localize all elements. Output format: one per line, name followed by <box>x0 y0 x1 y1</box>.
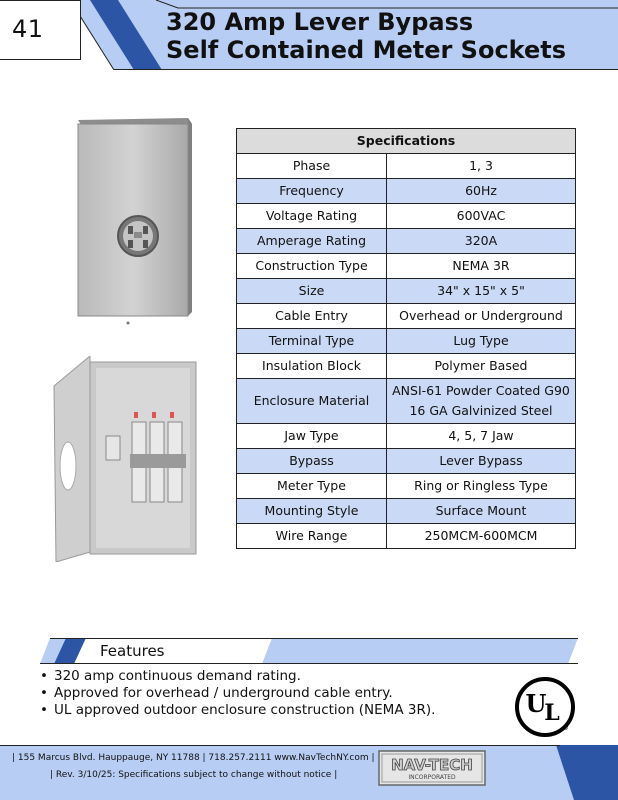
spec-row-amperage-rating <box>237 229 576 254</box>
specifications-title: Specifications <box>237 129 576 154</box>
registered-mark: ® <box>562 724 569 732</box>
ul-letter-u: U <box>525 689 547 718</box>
meter-socket-closed-photo <box>74 116 194 328</box>
spec-label: Frequency <box>237 179 387 204</box>
spec-value: Lever Bypass <box>387 449 576 474</box>
spec-row-bypass <box>237 449 576 474</box>
page-header <box>0 0 618 72</box>
spec-value: 320A <box>387 229 576 254</box>
feature-item: • UL approved outdoor enclosure construction (NEMA 3R). <box>40 702 435 719</box>
features-title: Features <box>100 642 165 660</box>
spec-label: Meter Type <box>237 474 387 499</box>
spec-row-phase <box>237 154 576 179</box>
navtech-logo <box>378 750 486 786</box>
spec-label: Size <box>237 279 387 304</box>
spec-row-construction-type <box>237 254 576 279</box>
feature-item: • Approved for overhead / underground cable entry. <box>40 685 435 702</box>
spec-value: 600VAC <box>387 204 576 229</box>
spec-value: Ring or Ringless Type <box>387 474 576 499</box>
spec-label: Insulation Block <box>237 354 387 379</box>
spec-label: Amperage Rating <box>237 229 387 254</box>
footer-revision: | Rev. 3/10/25: Specifications subject to change without notice | <box>50 770 338 780</box>
spec-value: 4, 5, 7 Jaw <box>387 424 576 449</box>
spec-row-frequency <box>237 179 576 204</box>
spec-label: Terminal Type <box>237 329 387 354</box>
spec-row-enclosure-material <box>237 379 576 424</box>
spec-row-voltage-rating <box>237 204 576 229</box>
page-number: 41 <box>12 15 44 43</box>
spec-value: Surface Mount <box>387 499 576 524</box>
ul-certification-logo <box>514 676 576 738</box>
spec-label: Wire Range <box>237 524 387 549</box>
spec-row-terminal-type <box>237 329 576 354</box>
feature-item: • 320 amp continuous demand rating. <box>40 668 435 685</box>
spec-label: Mounting Style <box>237 499 387 524</box>
spec-value: NEMA 3R <box>387 254 576 279</box>
spec-value: 60Hz <box>387 179 576 204</box>
spec-row-cable-entry <box>237 304 576 329</box>
spec-label: Cable Entry <box>237 304 387 329</box>
spec-value: 250MCM-600MCM <box>387 524 576 549</box>
spec-label: Construction Type <box>237 254 387 279</box>
spec-row-mounting-style <box>237 499 576 524</box>
spec-value: 34" x 15" x 5" <box>387 279 576 304</box>
footer-address: | 155 Marcus Blvd. Hauppauge, NY 11788 | 718.257.2111 www.NavTechNY.com | <box>12 753 375 763</box>
spec-label: Phase <box>237 154 387 179</box>
navtech-logo-text: NAV-TECH <box>391 756 473 774</box>
spec-label: Voltage Rating <box>237 204 387 229</box>
specifications-table <box>236 128 576 549</box>
spec-value: Overhead or Underground <box>387 304 576 329</box>
ul-letter-l: L <box>544 700 560 726</box>
specifications-header-row <box>237 129 576 154</box>
spec-label: Bypass <box>237 449 387 474</box>
spec-value: 1, 3 <box>387 154 576 179</box>
title-line-2: Self Contained Meter Sockets <box>166 36 567 64</box>
title-line-1: 320 Amp Lever Bypass <box>166 8 474 36</box>
spec-value: Polymer Based <box>387 354 576 379</box>
meter-socket-open-photo <box>50 356 200 562</box>
spec-label: Enclosure Material <box>237 379 387 424</box>
features-list <box>40 668 435 719</box>
spec-value-line-2: 16 GA Galvinized Steel <box>409 403 553 418</box>
spec-row-meter-type <box>237 474 576 499</box>
spec-value <box>387 379 576 424</box>
spec-row-wire-range <box>237 524 576 549</box>
spec-row-jaw-type <box>237 424 576 449</box>
page-title <box>166 8 606 64</box>
spec-label: Jaw Type <box>237 424 387 449</box>
spec-value-line-1: ANSI-61 Powder Coated G90 <box>392 383 570 398</box>
spec-value: Lug Type <box>387 329 576 354</box>
spec-row-insulation-block <box>237 354 576 379</box>
page-number-box <box>0 0 81 60</box>
navtech-logo-subtext: INCORPORATED <box>408 774 456 781</box>
spec-row-size <box>237 279 576 304</box>
